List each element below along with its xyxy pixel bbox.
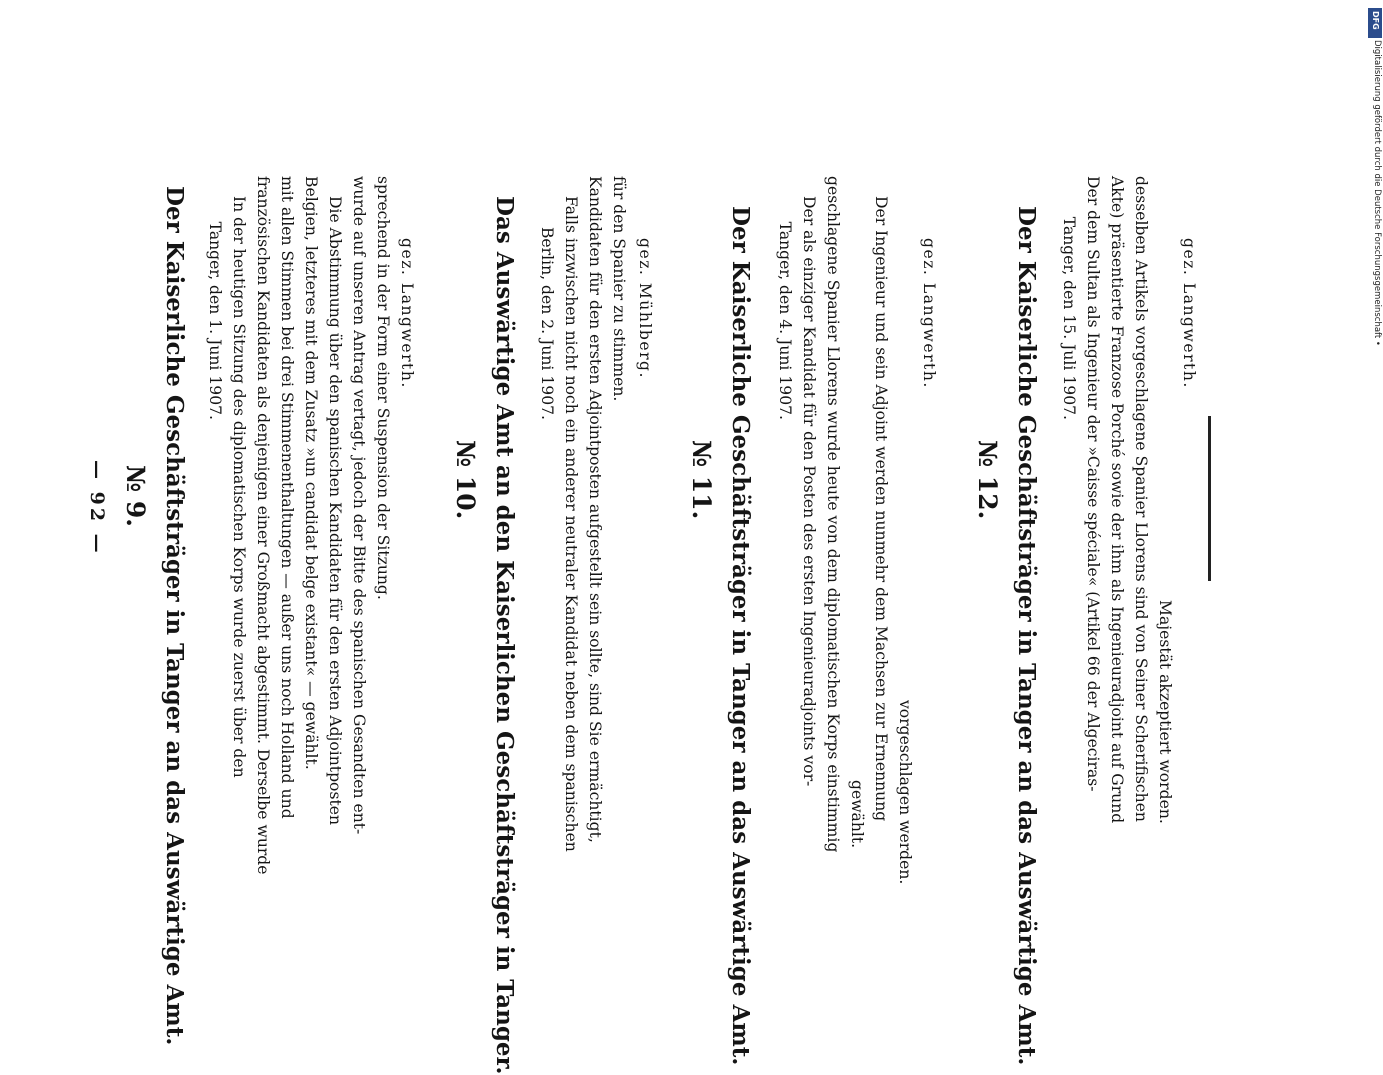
dfg-logo-text: DFG [1371, 11, 1380, 30]
doc-11-line: geschlagene Spanier Llorens wurde heute von dem diplomatischen Korps einstimmig [824, 176, 842, 853]
doc-10-line: Kandidaten für den ersten Adjointposten aufgestellt sein sollte, sind Sie ermächtigt, [586, 176, 604, 843]
doc-9-line: Belgien, letzteres mit dem Zusatz »un candidat belge existant« — gewählt. [302, 176, 320, 770]
doc-9-signature: gez. Langwerth. [398, 238, 416, 389]
doc-12-line: desselben Artikels vorgeschlagene Spanier Llorens sind von Seiner Scherifischen [1132, 176, 1150, 822]
doc-10-number: № 10. [451, 440, 480, 520]
doc-10-line: Falls inzwischen nicht noch ein anderer neutraler Kandidat neben dem spanischen [562, 196, 580, 852]
doc-12-signature: gez. Langwerth. [1180, 238, 1198, 389]
page-number: — 92 — [86, 460, 108, 556]
doc-9-line: sprechend in der Form einer Suspension der Sitzung. [374, 176, 392, 600]
doc-9-line: Die Abstimmung über den spanischen Kandidaten für den ersten Adjointposten [326, 196, 344, 825]
doc-12-heading: Der Kaiserliche Geschäftsträger in Tanger an das Auswärtige Amt. [1013, 206, 1040, 1066]
doc-9-line: französischen Kandidaten als denjenigen einer Großmacht abgestimmt. Derselbe wurde [254, 176, 272, 875]
doc-9-number: № 9. [121, 465, 150, 527]
digitization-credit: Digitalisierung gefördert durch die Deutsche Forschungsgemeinschaft • [1372, 40, 1382, 346]
doc-11-number: № 11. [687, 440, 716, 520]
doc-11-line: Der Ingenieur und sein Adjoint werden nunmehr dem Machsen zur Ernennung [872, 196, 890, 822]
doc-9-date: Tanger, den 1. Juni 1907. [206, 221, 224, 420]
doc-12-line: Akte) präsentierte Franzose Porché sowie der ihm als Ingenieuradjoint auf Grund [1108, 176, 1126, 824]
doc-9-heading: Der Kaiserliche Geschäftsträger in Tanger an das Auswärtige Amt. [161, 186, 188, 1046]
doc-11-line: gewählt. [848, 780, 866, 849]
doc-11-signature: gez. Langwerth. [920, 238, 938, 389]
doc-9-line: mit allen Stimmen bei drei Stimmenenthaltungen — außer uns noch Holland und [278, 176, 296, 819]
doc-9-line: In der heutigen Sitzung des diplomatischen Korps wurde zuerst über den [230, 196, 248, 778]
doc-12-line: Majestät akzeptiert worden. [1156, 600, 1174, 824]
doc-10-heading: Das Auswärtige Amt an den Kaiserlichen Geschäftsträger in Tanger. [491, 196, 518, 1075]
doc-9-line: wurde auf unseren Antrag vertagt, jedoch der Bitte des spanischen Gesandten ent- [350, 176, 368, 835]
doc-11-date: Tanger, den 4. Juni 1907. [776, 221, 794, 420]
doc-12-line: Der dem Sultan als Ingenieur der »Caisse spéciale« (Artikel 66 der Algeciras- [1084, 176, 1102, 792]
doc-10-signature: gez. Mühlberg. [636, 238, 654, 379]
doc-11-line: vorgeschlagen werden. [896, 700, 914, 885]
doc-11-line: Der als einziger Kandidat für den Posten des ersten Ingenieuradjoints vor- [800, 196, 818, 787]
closing-rule [1208, 416, 1211, 581]
doc-10-line: für den Spanier zu stimmen. [610, 176, 628, 402]
doc-11-heading: Der Kaiserliche Geschäftsträger in Tanger an das Auswärtige Amt. [727, 206, 754, 1066]
doc-12-date: Tanger, den 15. Juli 1907. [1060, 216, 1078, 420]
dfg-logo [1368, 8, 1382, 38]
doc-10-date: Berlin, den 2. Juni 1907. [538, 226, 556, 420]
doc-12-number: № 12. [973, 440, 1002, 520]
